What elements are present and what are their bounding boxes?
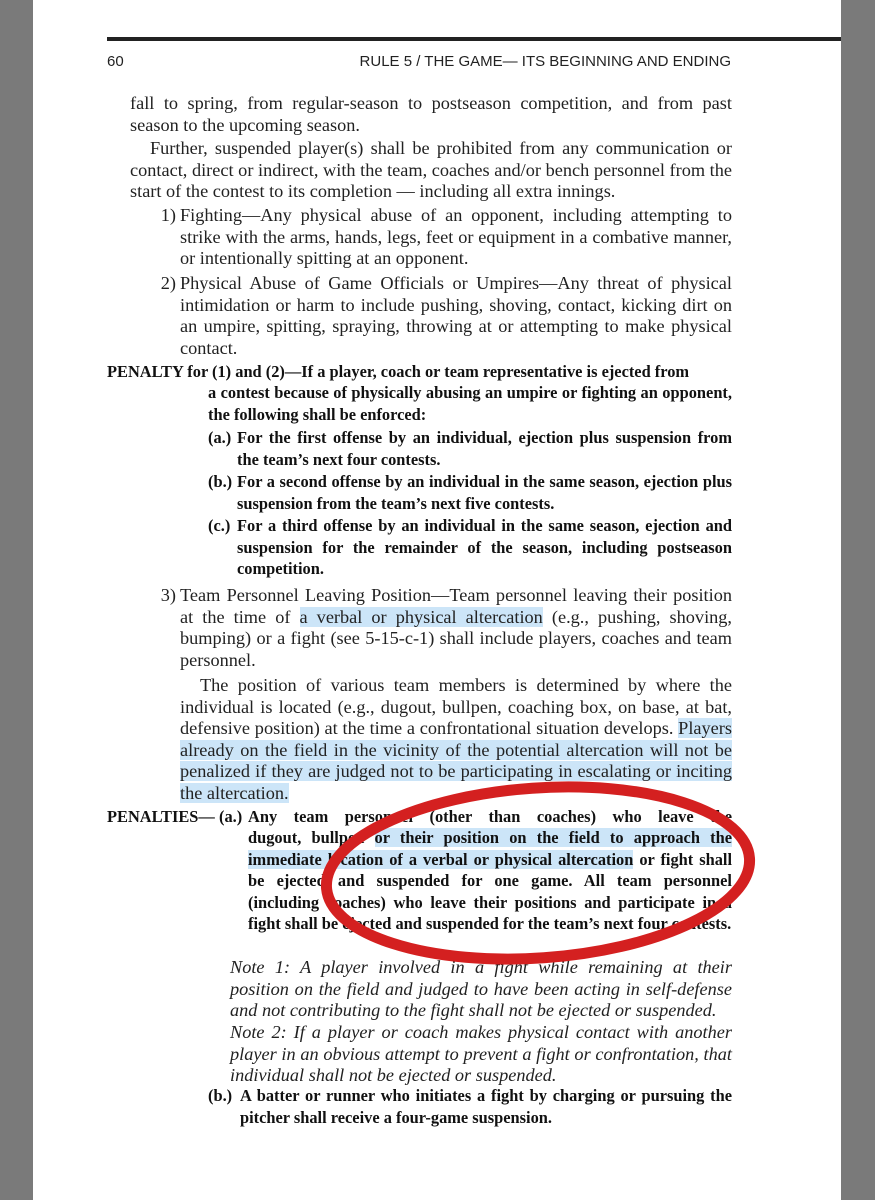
item-1-text: Fighting—Any physical abuse of an opponent, including attempting to strike with the arms, hands, legs, feet or equipment in a combative manner, or intentionally spitting at an opponent. [180,205,732,268]
penalty-b-label: (b.) [208,472,233,491]
red-circle-stroke [321,778,756,968]
item-2-text: Physical Abuse of Game Officials or Umpires—Any threat of physical intimidation or harm to include pushing, shoving, contact, kicking dirt on an umpire, spitting, spraying, throwing at or attempting to make physical contact. [180,273,732,358]
item-3-text [180,585,732,671]
item-3-text-end: (e.g., pushing, shoving, bumping) or a fight (see 5-15-c-1) shall include players, coaches and team personnel. [180,606,732,670]
suspension-paragraph: Further, suspended player(s) shall be prohibited from any communication or contact, direct or indirect, with the team, coaches and/or bench personnel from the start of the contest to its completion — including all extra innings. [130,138,732,201]
item-3-number: 3) [160,585,176,605]
penalty-1-2-intro: a contest because of physically abusing an umpire or fighting an opponent, the following shall be enforced: [208,383,732,424]
penalties-b-text: A batter or runner who initiates a fight by charging or pursuing the pitcher shall receive a four-game suspension. [240,1086,732,1127]
penalties-b-label: (b.) [208,1086,233,1105]
item-1-number: 1) [160,205,176,225]
continuation-paragraph: fall to spring, from regular-season to postseason competition, and from past season to the upcoming season. [130,93,732,135]
penalties-a-text-end: or fight shall be ejected and suspended for one game. All team personnel (including coaches) who leave their positions and participate in a fight shall be ejected and suspended for the team’s next four contests. [248,849,733,933]
note-1: Note 1: A player involved in a fight while remaining at their position on the field and judged to have been acting in self-defense and not contributing to the fight shall not be ejected or suspended. [230,957,732,1020]
document-page [33,0,841,1200]
running-title: RULE 5 / THE GAME— ITS BEGINNING AND ENDING [359,53,731,70]
page-header [107,37,841,75]
penalties-a-label: (a.) [219,807,243,826]
item-3-text-start: Team Personnel Leaving Position—Team personnel leaving their position at the time of [180,585,732,627]
note-2: Note 2: If a player or coach makes physical contact with another player in an obvious attempt to prevent a fight or confrontation, that individual shall not be ejected or suspended. [230,1022,732,1085]
penalty-1-2-intro-first: If a player, coach or team representative is ejected from [301,362,690,381]
item-3-highlight: a verbal or physical altercation [299,606,543,627]
penalty-b-text: For a second offense by an individual in the same season, ejection plus suspension from the team’s next five contests. [237,472,732,513]
penalty-1-2-heading [107,361,732,383]
penalty-c-label: (c.) [208,516,231,535]
position-paragraph-text: The position of various team members is determined by where the individual is located (e.g., dugout, bullpen, coaching box, on base, at bat, defensive position) at the time a confrontational situation develops. [180,675,732,738]
page-number: 60 [107,53,124,70]
penalties-a-first-line: Any team personnel (other than coaches) who leave the [248,807,732,826]
penalty-1-2-label: PENALTY for (1) and (2)— [107,362,302,381]
position-paragraph-highlight: Players already on the field in the vicinity of the potential altercation will not be penalized if they are judged not to be participating in escalating or inciting the altercation. [180,718,732,803]
penalties-a-text-start: dugout, bullpen [248,828,375,847]
red-circle-annotation [320,778,760,968]
penalty-c-text: For a third offense by an individual in the same season, ejection and suspension for the remainder of the season, including postseason competition. [237,516,732,578]
penalties-label: PENALTIES— [107,807,215,826]
item-2-number: 2) [160,273,176,293]
penalties-a-highlight: or their position on the field to approach the immediate location of a verbal or physical altercation [248,828,732,869]
penalty-a-text: For the first offense by an individual, ejection plus suspension from the team’s next four contests. [237,428,732,469]
penalty-a-label: (a.) [208,428,232,447]
